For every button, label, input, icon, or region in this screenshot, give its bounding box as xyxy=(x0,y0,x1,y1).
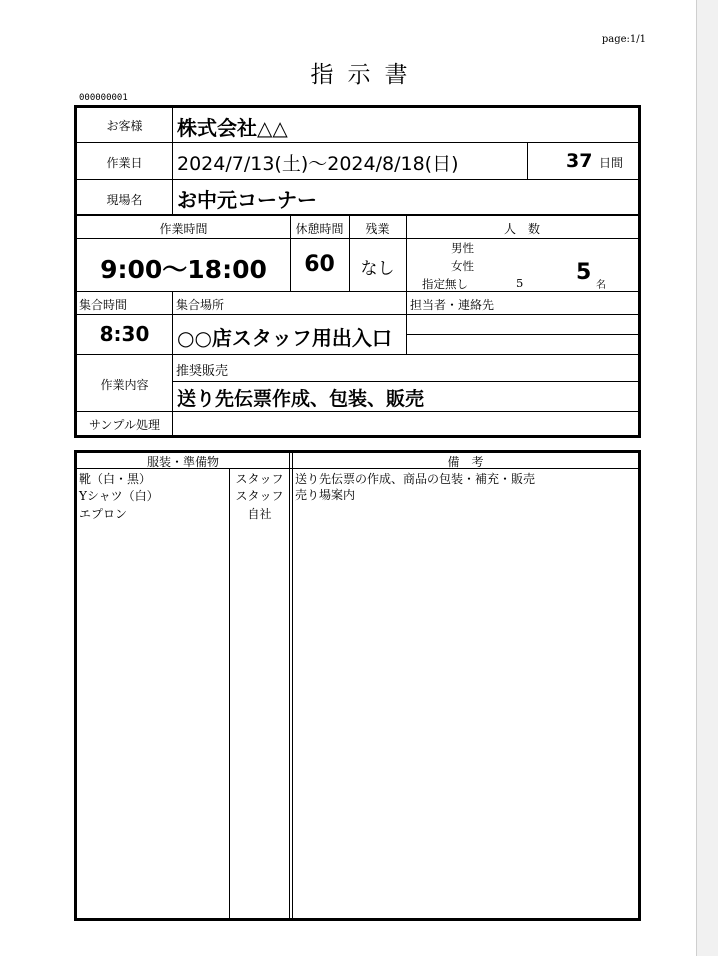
work-time-value: 9:00～18:00 xyxy=(100,255,267,284)
rule xyxy=(229,468,230,918)
attire-header: 服装・準備物 xyxy=(146,455,219,469)
work-content-category: 推奨販売 xyxy=(176,364,229,379)
customer-name: 株式会社△△ xyxy=(177,116,288,140)
break-time-value: 60 xyxy=(304,252,335,277)
work-time-label: 作業時間 xyxy=(159,222,208,236)
rule xyxy=(527,142,528,179)
attire-provider: 自社 xyxy=(247,507,272,521)
site-label: 現場名 xyxy=(106,193,143,207)
rule xyxy=(77,314,638,315)
rule xyxy=(77,238,638,239)
headcount-unit: 名 xyxy=(596,280,606,291)
rule xyxy=(406,334,638,335)
break-time-label: 休憩時間 xyxy=(295,222,344,236)
work-days-unit: 日間 xyxy=(599,156,624,170)
attire-item: エプロン xyxy=(79,507,128,521)
male-label: 男性 xyxy=(451,241,474,255)
sample-label: サンプル処理 xyxy=(89,418,160,432)
site-name: お中元コーナー xyxy=(177,188,317,212)
rule xyxy=(406,291,407,354)
work-date-label: 作業日 xyxy=(106,156,143,170)
rule xyxy=(77,354,638,355)
attire-provider: スタッフ xyxy=(235,489,284,503)
attire-item: 靴（白・黒） xyxy=(79,472,152,486)
remarks-line: 送り先伝票の作成、商品の包装・補充・販売 xyxy=(295,472,536,486)
headcount-label: 人 数 xyxy=(503,222,540,236)
contact-label: 担当者・連絡先 xyxy=(410,298,495,312)
customer-label: お客様 xyxy=(106,119,143,133)
female-label: 女性 xyxy=(451,259,474,273)
page-number: page:1/1 xyxy=(601,34,646,45)
rule xyxy=(289,453,290,918)
headcount-total: 5 xyxy=(576,260,592,285)
remarks-line: 売り場案内 xyxy=(295,488,356,502)
document-title: 指示書 xyxy=(310,62,422,88)
attire-remarks-table xyxy=(74,450,641,921)
rule xyxy=(77,179,638,180)
remarks-header: 備 考 xyxy=(447,455,484,469)
meeting-time-value: 8:30 xyxy=(99,322,150,346)
rule xyxy=(172,108,173,215)
unspecified-label: 指定無し xyxy=(422,277,468,291)
work-days-count: 37 xyxy=(566,150,593,172)
viewer-scroll-area[interactable] xyxy=(697,0,718,956)
unspecified-count: 5 xyxy=(516,276,524,290)
work-content-detail: 送り先伝票作成、包装、販売 xyxy=(177,388,425,410)
rule xyxy=(77,142,638,143)
rule xyxy=(172,291,173,435)
document-id: 000000001 xyxy=(79,93,128,103)
overtime-value: なし xyxy=(360,259,395,279)
attire-provider: スタッフ xyxy=(235,472,284,486)
rule xyxy=(77,214,638,216)
work-content-label: 作業内容 xyxy=(100,378,149,392)
work-date-range: 2024/7/13(土)～2024/8/18(日) xyxy=(177,153,459,175)
rule xyxy=(172,381,638,382)
attire-item: Yシャツ（白） xyxy=(79,489,159,503)
meeting-place-value: ○○店スタッフ用出入口 xyxy=(177,326,392,350)
rule xyxy=(77,291,638,292)
meeting-place-label: 集合場所 xyxy=(176,298,225,312)
rule xyxy=(77,411,638,412)
meeting-time-label: 集合時間 xyxy=(79,298,128,312)
overtime-label: 残業 xyxy=(365,222,390,236)
rule xyxy=(292,453,293,918)
